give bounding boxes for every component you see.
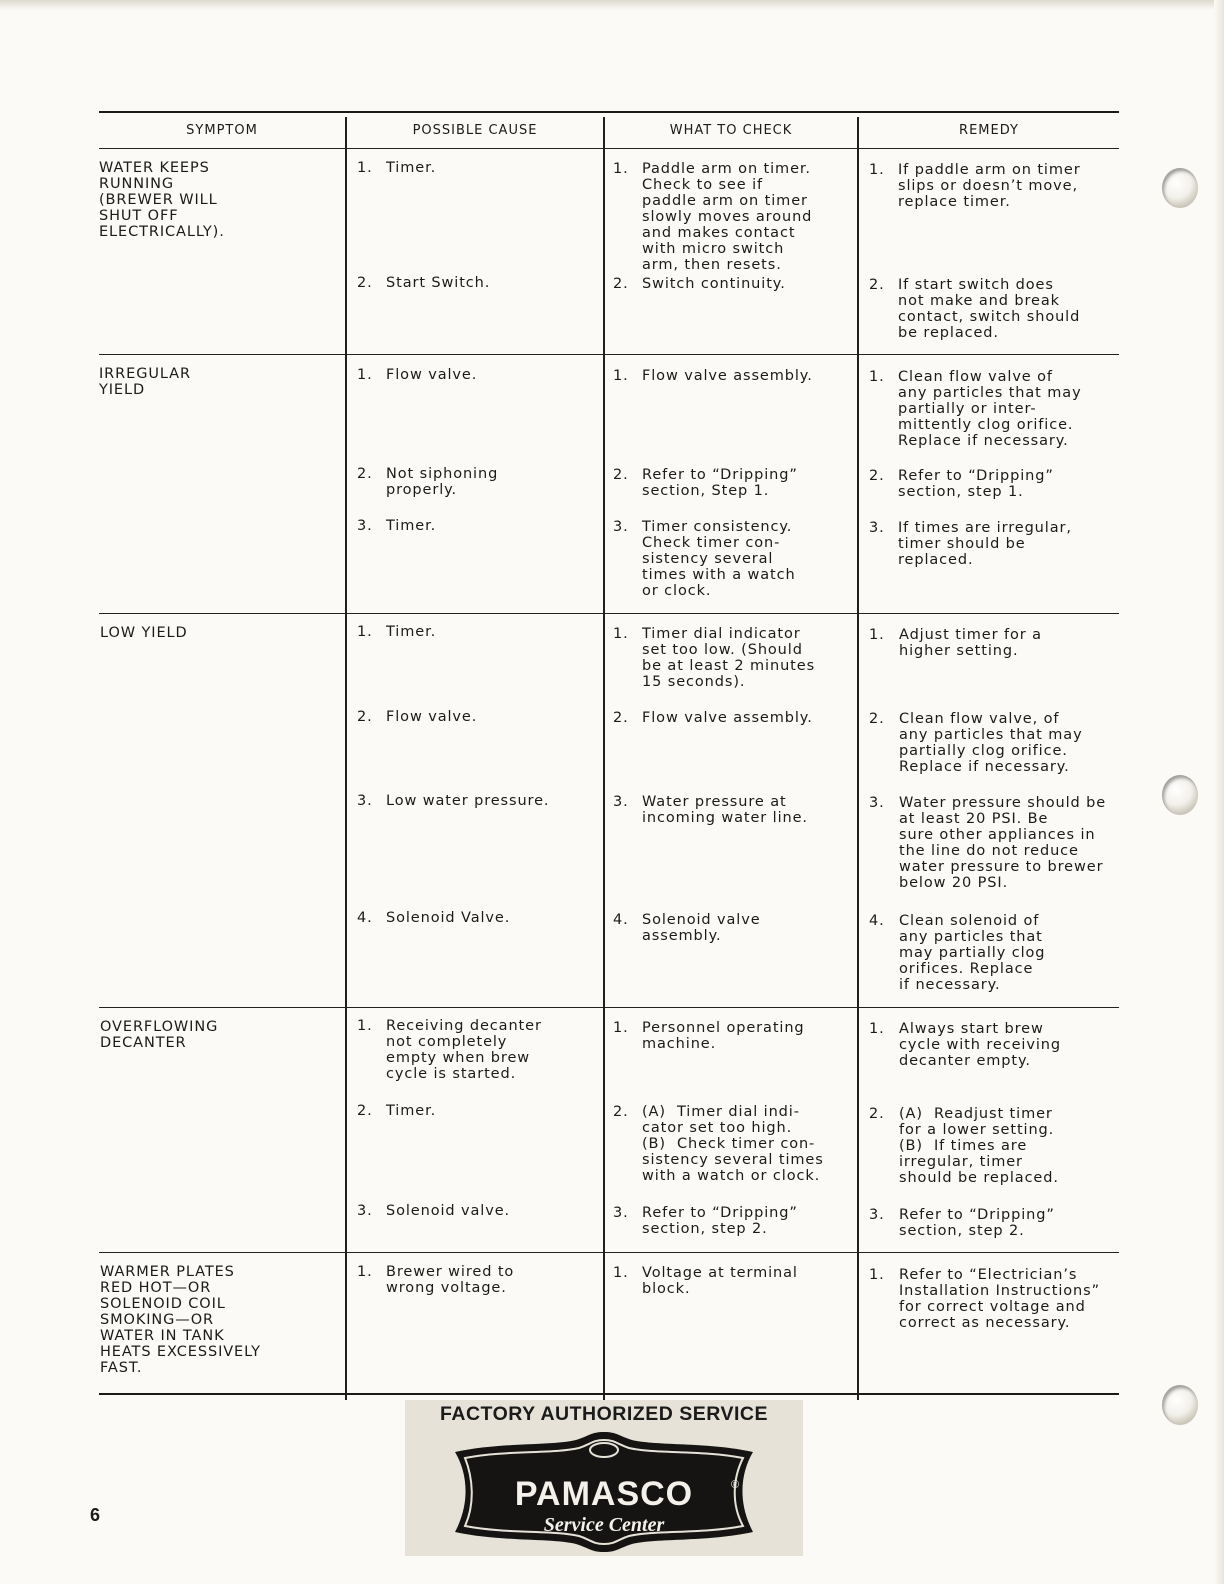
check-cell: Refer to “Dripping” section, step 2.: [642, 1205, 798, 1237]
page-number: 6: [90, 1505, 101, 1525]
cause-cell: Brewer wired to wrong voltage.: [386, 1264, 515, 1296]
factory-authorized-service-title: FACTORY AUTHORIZED SERVICE: [440, 1403, 768, 1425]
header-rule: [99, 148, 1119, 149]
item-number: 2.: [357, 1103, 373, 1119]
symptom-cell: IRREGULAR YIELD: [99, 366, 191, 398]
item-number: 2.: [613, 276, 629, 292]
page-right-edge: [1214, 0, 1224, 1584]
item-number: 1.: [357, 1264, 373, 1280]
item-number: 1.: [357, 1018, 373, 1034]
check-cell: Paddle arm on timer. Check to see if paddle arm on timer slowly moves around and makes contact with micro switch arm, then resets.: [642, 161, 813, 273]
item-number: 2.: [613, 467, 629, 483]
cause-cell: Flow valve.: [386, 367, 478, 383]
item-number: 2.: [613, 710, 629, 726]
row-divider: [99, 1252, 1119, 1253]
item-number: 1.: [869, 162, 885, 178]
item-number: 3.: [869, 1207, 885, 1223]
cause-cell: Solenoid Valve.: [386, 910, 511, 926]
cause-cell: Timer.: [386, 518, 437, 534]
symptom-cell: WARMER PLATES RED HOT—OR SOLENOID COIL SMOKING—OR WATER IN TANK HEATS EXCESSIVELY FAST.: [100, 1264, 261, 1376]
pamasco-emblem: [441, 1432, 767, 1552]
item-number: 2.: [869, 277, 885, 293]
item-number: 1.: [869, 1267, 885, 1283]
item-number: 1.: [613, 1020, 629, 1036]
remedy-cell: If paddle arm on timer slips or doesn’t move, replace timer.: [898, 162, 1081, 210]
check-cell: Timer consistency. Check timer con- sistency several times with a watch or clock.: [642, 519, 796, 599]
remedy-cell: Refer to “Electrician’s Installation Instructions” for correct voltage and correct as necessary.: [899, 1267, 1100, 1331]
item-number: 4.: [869, 913, 885, 929]
item-number: 1.: [613, 626, 629, 642]
item-number: 1.: [869, 627, 885, 643]
item-number: 3.: [357, 793, 373, 809]
remedy-cell: Refer to “Dripping” section, step 1.: [898, 468, 1054, 500]
item-number: 3.: [613, 519, 629, 535]
check-cell: Flow valve assembly.: [642, 368, 813, 384]
item-number: 3.: [869, 795, 885, 811]
remedy-cell: (A) Readjust timer for a lower setting. (B) If times are irregular, timer should be replaced.: [899, 1106, 1059, 1186]
item-number: 2.: [357, 466, 373, 482]
check-cell: Refer to “Dripping” section, Step 1.: [642, 467, 798, 499]
item-number: 2.: [869, 711, 885, 727]
check-cell: Water pressure at incoming water line.: [642, 794, 808, 826]
remedy-cell: Clean solenoid of any particles that may partially clog orifices. Replace if necessary.: [899, 913, 1046, 993]
header-possible-cause: POSSIBLE CAUSE: [412, 123, 538, 138]
item-number: 1.: [613, 161, 629, 177]
cause-cell: Timer.: [386, 1103, 437, 1119]
table-bottom-rule: [99, 1393, 1119, 1395]
remedy-cell: Adjust timer for a higher setting.: [899, 627, 1042, 659]
cause-cell: Not siphoning properly.: [386, 466, 499, 498]
item-number: 1.: [357, 367, 373, 383]
cause-cell: Timer.: [386, 160, 437, 176]
item-number: 2.: [869, 1106, 885, 1122]
table-top-rule: [99, 111, 1119, 113]
column-divider: [345, 117, 347, 1400]
row-divider: [99, 613, 1119, 614]
column-divider: [603, 117, 605, 1400]
remedy-cell: Clean flow valve of any particles that may partially or inter- mittently clog orifice. Replace if necessary.: [898, 369, 1082, 449]
cause-cell: Start Switch.: [386, 275, 491, 291]
item-number: 3.: [869, 520, 885, 536]
check-cell: Solenoid valve assembly.: [642, 912, 761, 944]
item-number: 1.: [613, 1265, 629, 1281]
check-cell: Voltage at terminal block.: [642, 1265, 798, 1297]
symptom-cell: WATER KEEPS RUNNING (BREWER WILL SHUT OFF ELECTRICALLY).: [99, 160, 225, 240]
troubleshooting-table: [99, 111, 1119, 1409]
header-what-to-check: WHAT TO CHECK: [669, 123, 793, 138]
item-number: 3.: [357, 1203, 373, 1219]
binder-hole-top: [1162, 168, 1198, 208]
item-number: 4.: [357, 910, 373, 926]
item-number: 4.: [613, 912, 629, 928]
item-number: 1.: [357, 624, 373, 640]
cause-cell: Low water pressure.: [386, 793, 550, 809]
symptom-cell: LOW YIELD: [100, 625, 188, 641]
column-divider: [857, 117, 859, 1400]
binder-hole-bottom: [1162, 1385, 1198, 1425]
check-cell: Timer dial indicator set too low. (Should be at least 2 minutes 15 seconds).: [642, 626, 816, 690]
header-remedy: REMEDY: [959, 123, 1019, 138]
remedy-cell: Always start brew cycle with receiving decanter empty.: [899, 1021, 1061, 1069]
header-symptom: SYMPTOM: [186, 123, 258, 138]
item-number: 3.: [357, 518, 373, 534]
binder-hole-middle: [1162, 775, 1198, 815]
page-top-edge: [0, 0, 1224, 10]
cause-cell: Solenoid valve.: [386, 1203, 511, 1219]
check-cell: Flow valve assembly.: [642, 710, 813, 726]
item-number: 1.: [357, 160, 373, 176]
brand-subtitle: Service Center: [543, 1514, 665, 1536]
check-cell: Personnel operating machine.: [642, 1020, 805, 1052]
check-cell: Switch continuity.: [642, 276, 786, 292]
item-number: 2.: [357, 709, 373, 725]
item-number: 1.: [869, 1021, 885, 1037]
brand-name: PAMASCO: [514, 1475, 694, 1513]
item-number: 3.: [613, 794, 629, 810]
cause-cell: Flow valve.: [386, 709, 478, 725]
row-divider: [99, 1007, 1119, 1008]
check-cell: (A) Timer dial indi- cator set too high. (B) Check timer con- sistency several times with a watch or clock.: [642, 1104, 824, 1184]
item-number: 1.: [613, 368, 629, 384]
item-number: 1.: [869, 369, 885, 385]
item-number: 2.: [869, 468, 885, 484]
row-divider: [99, 354, 1119, 355]
registered-mark: ®: [731, 1479, 740, 1491]
remedy-cell: If times are irregular, timer should be replaced.: [898, 520, 1072, 568]
remedy-cell: Clean flow valve, of any particles that may partially clog orifice. Replace if necessary.: [899, 711, 1083, 775]
remedy-cell: Refer to “Dripping” section, step 2.: [899, 1207, 1055, 1239]
remedy-cell: Water pressure should be at least 20 PSI. Be sure other appliances in the line do not reduce water pressure to brewer below 20 PSI.: [899, 795, 1107, 891]
symptom-cell: OVERFLOWING DECANTER: [100, 1019, 219, 1051]
item-number: 2.: [613, 1104, 629, 1120]
remedy-cell: If start switch does not make and break contact, switch should be replaced.: [898, 277, 1081, 341]
service-center-logo: [405, 1400, 803, 1556]
cause-cell: Receiving decanter not completely empty when brew cycle is started.: [386, 1018, 542, 1082]
cause-cell: Timer.: [386, 624, 437, 640]
item-number: 2.: [357, 275, 373, 291]
item-number: 3.: [613, 1205, 629, 1221]
